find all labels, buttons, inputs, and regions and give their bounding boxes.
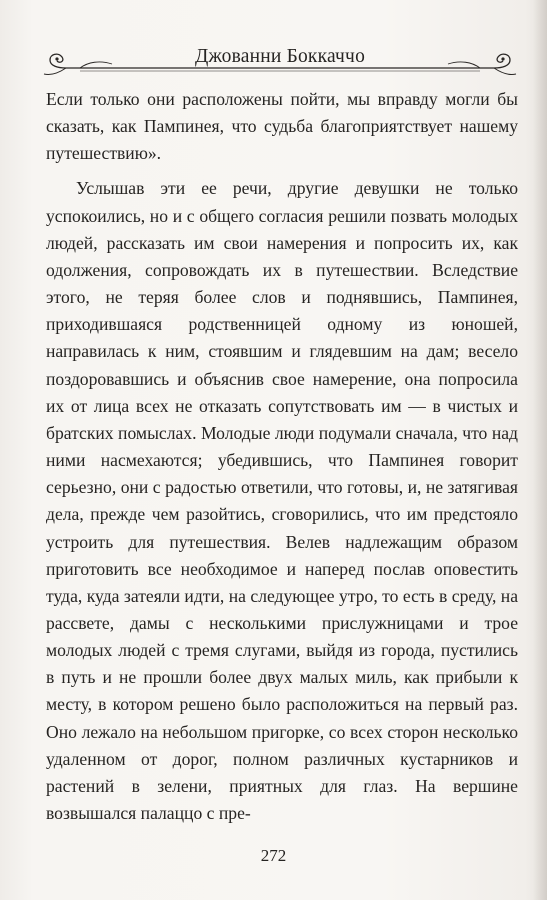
paragraph: Услышав эти ее речи, другие девушки не только успокоились, но и с общего согласия решили позвать молодых людей, рассказать им свои намерения и попросить их, как одолжения, сопровождать их в путешествии. Вследствие этого, не теряя более слов и поднявшись, Пампинея, приходившаяся родственницей одному из юношей, направилась к ним, стоявшим и глядевшим на дам; весело поздоровавшись и объяснив свое намерение, она попросила их от лица всех не отказать сопутствовать им — в чистых и братских помыслах. Молодые люди подумали сначала, что над ними насмехаются; убедившись, что Пампинея говорит серьезно, они с радостью ответили, что готовы, и, не затягивая дела, прежде чем разойтись, сговорились, что им предстояло устроить для путешествия. Велев надлежащим образом приготовить все необходимое и наперед послав оповестить туда, куда затеяли идти, на следующее утро, то есть в среду, на рассвете, дамы с несколькими прислужницами и трое молодых людей с тремя слугами, выйдя из города, пустились в путь и не прошли более двух малых миль, как прибыли к месту, в котором решено было расположиться на первый раз. Оно лежало на небольшом пригорке, со всех сторон несколько удаленном от дорог, полном различных кустарников и растений в зелени, приятных для глаз. На вершине возвышался палаццо с пре- xyxy=(46,178,518,824)
page-edge-shadow xyxy=(533,0,547,900)
page-number: 272 xyxy=(260,846,287,865)
body-text xyxy=(46,86,518,827)
running-head: Джованни Боккаччо xyxy=(194,46,366,67)
page-header xyxy=(40,30,520,82)
paragraph: Если только они расположены пойти, мы вправду могли бы сказать, как Пампинея, что судьба благоприятствует нашему путешествию». xyxy=(46,89,518,164)
